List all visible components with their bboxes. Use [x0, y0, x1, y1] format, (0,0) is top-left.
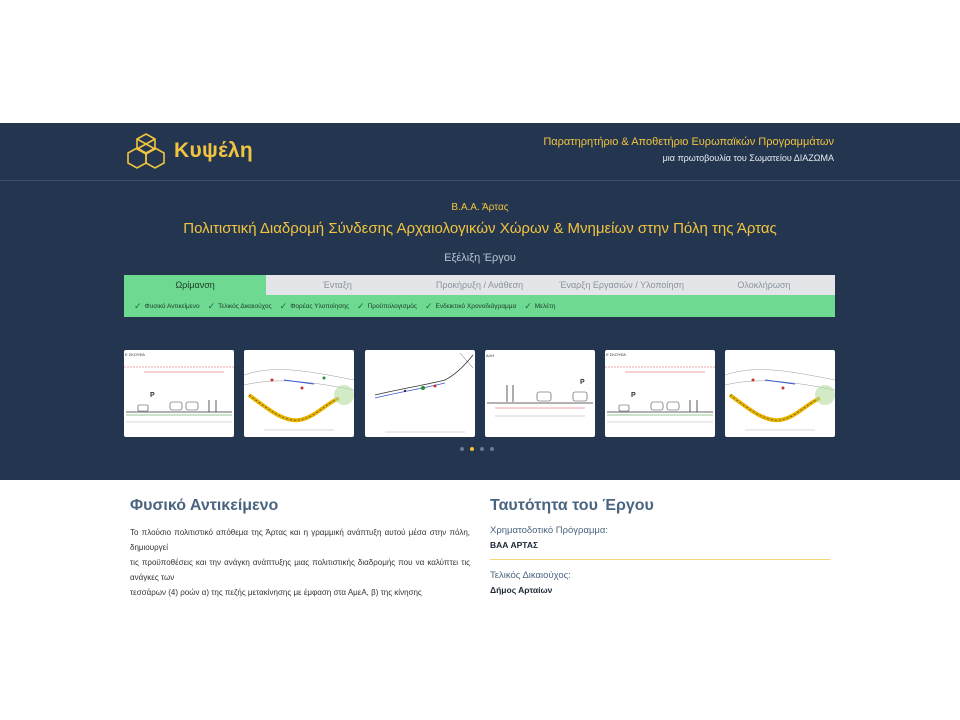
description-line: τεσσάρων (4) ροών α) της πεζής μετακίνησης με έμφαση στα ΑμεΑ, β) της κίνησης: [130, 588, 422, 597]
checklist-label: Φορέας Υλοποίησης: [290, 302, 349, 310]
checklist-item: [280, 301, 349, 312]
brand-logo[interactable]: [124, 131, 253, 171]
beneficiary-label: Τελικός Δικαιούχος:: [490, 570, 571, 581]
project-identity-section: [490, 497, 830, 595]
checkmark-icon: ✓: [424, 300, 433, 311]
checkmark-icon: ✓: [134, 300, 142, 311]
hero-section: [0, 123, 960, 480]
carousel-slide-cross-section-3[interactable]: [605, 350, 715, 437]
carousel-slide-route[interactable]: [365, 350, 475, 437]
brand-name: Κυψέλη: [174, 139, 253, 162]
checklist-item: [425, 301, 516, 312]
checklist-item: [357, 301, 417, 312]
funding-program-label: Χρηματοδοτικό Πρόγραμμα:: [490, 525, 609, 536]
header-tagline: [543, 135, 834, 163]
slide-label: Ε ΣΚΟΥΦΑ: [125, 352, 145, 357]
page-frame: [0, 123, 960, 597]
description-line: τις προϋποθέσεις και την ανάγκη ανάπτυξης μιας πολιτιστικής διαδρομής που να καλύπτει τις ανάγκες των: [130, 558, 470, 582]
slide-label: ΑΛΗ: [486, 353, 495, 358]
stage-tab-maturation[interactable]: Ωρίμανση: [124, 275, 266, 295]
checklist-label: Μελέτη: [534, 302, 556, 310]
checklist-item: [134, 301, 200, 312]
progress-label: Εξέλιξη Έργου: [444, 252, 516, 264]
beneficiary-value: Δήμος Αρταίων: [490, 585, 553, 595]
carousel-dot[interactable]: [490, 447, 494, 451]
checklist-label: Φυσικό Αντικείμενο: [144, 302, 200, 310]
checkmark-icon: ✓: [524, 300, 532, 311]
stage-tab-tender[interactable]: Προκήρυξη / Ανάθεση: [408, 275, 550, 295]
project-progress: [124, 275, 835, 317]
carousel-dot-active[interactable]: [470, 447, 474, 451]
stage-tabs: [124, 275, 835, 295]
checklist-label: Ενδεικτικό Χρονοδιάγραμμα: [435, 302, 517, 310]
checklist-item: [208, 301, 272, 312]
slide-label: Ε ΣΚΟΥΦΑ: [606, 352, 626, 357]
carousel-slide-cross-section[interactable]: [124, 350, 234, 437]
project-title: Πολιτιστική Διαδρομή Σύνδεσης Αρχαιολογικών Χώρων & Μνημείων στην Πόλη της Άρτας: [183, 220, 777, 237]
funding-program-value: ΒΑΑ ΑΡΤΑΣ: [490, 540, 539, 550]
carousel-slide-cross-section-2[interactable]: [485, 350, 595, 437]
section-heading: Ταυτότητα του Έργου: [490, 497, 654, 514]
site-subtitle: μια πρωτοβουλία του Σωματείου ΔΙΑΖΩΜΑ: [662, 153, 834, 163]
site-header: [0, 123, 960, 181]
checkmark-icon: ✓: [279, 300, 288, 311]
svg-text:P: P: [631, 392, 636, 399]
checklist-item: [524, 301, 555, 312]
carousel-slide-plan[interactable]: [244, 350, 354, 437]
image-carousel: [124, 350, 835, 438]
physical-object-section: [130, 497, 470, 597]
carousel-dots: [460, 447, 494, 451]
carousel-dot[interactable]: [460, 447, 464, 451]
description-line: Το πλούσιο πολιτιστικό απόθεμα της Άρτας και η γραμμική ανάπτυξη αυτού μέσα στην πόλη, δημιουργεί: [130, 528, 470, 552]
section-heading: Φυσικό Αντικείμενο: [130, 497, 279, 514]
checkmark-icon: ✓: [207, 300, 216, 311]
stage-tab-implementation[interactable]: Έναρξη Εργασιών / Υλοποίηση: [551, 275, 693, 295]
checkmark-icon: ✓: [357, 300, 365, 311]
svg-text:P: P: [150, 392, 155, 399]
stage-checklist: [124, 295, 835, 317]
site-title: Παρατηρητήριο & Αποθετήριο Ευρωπαϊκών Προγραμμάτων: [543, 136, 834, 148]
hexagon-logo-icon: [124, 131, 168, 171]
carousel-dot[interactable]: [480, 447, 484, 451]
carousel-slide-plan-2[interactable]: [725, 350, 835, 437]
project-region: Β.Α.Α. Άρτας: [451, 202, 509, 213]
svg-text:P: P: [580, 379, 585, 386]
stage-tab-completion[interactable]: Ολοκλήρωση: [693, 275, 835, 295]
checklist-label: Τελικός Δικαιούχος: [218, 302, 272, 310]
checklist-label: Προϋπολογισμός: [367, 302, 417, 310]
stage-tab-inclusion[interactable]: Ένταξη: [266, 275, 408, 295]
divider: [490, 559, 830, 560]
